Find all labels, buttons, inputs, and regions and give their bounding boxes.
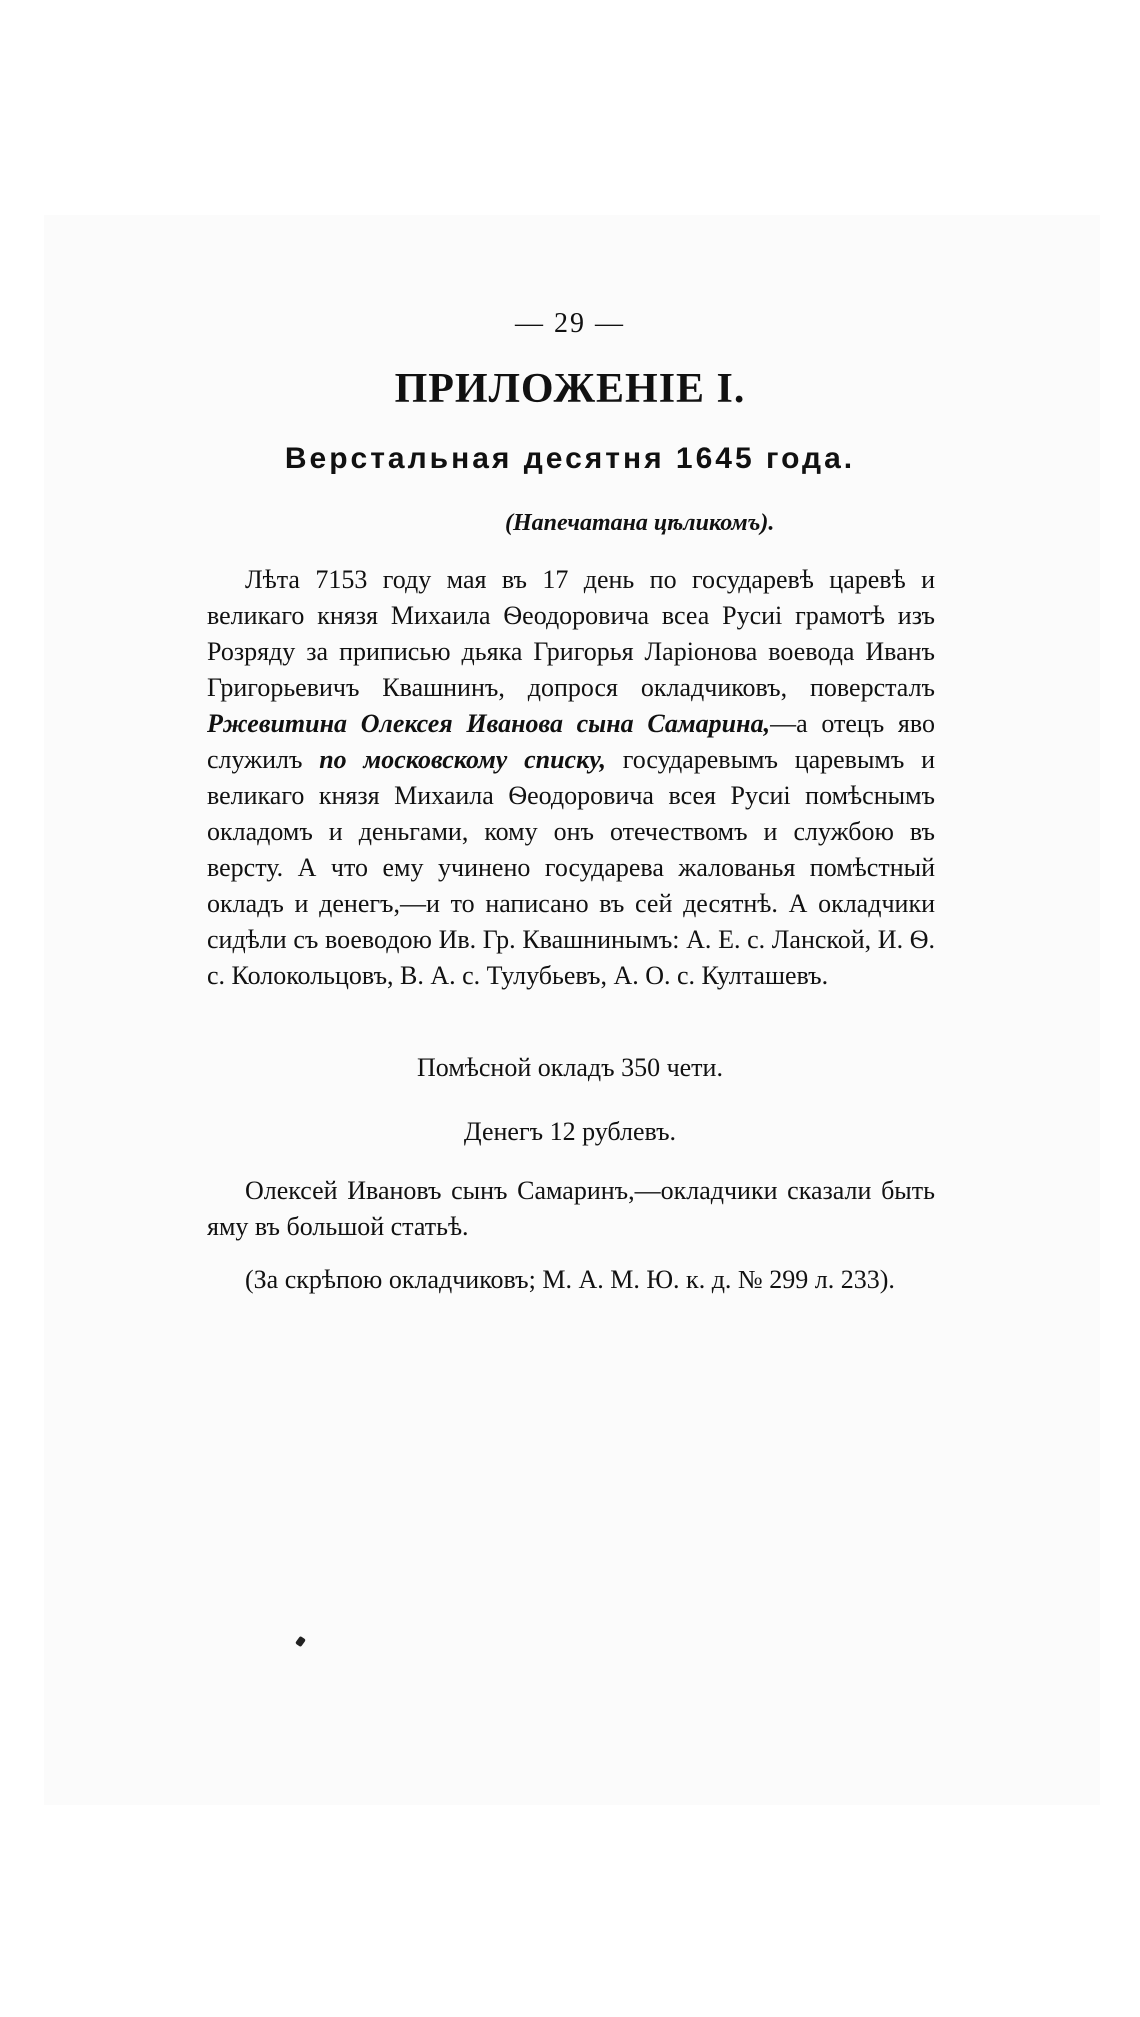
publication-note: (Напечатана цѣликомъ). <box>505 510 775 536</box>
estate-salary-line: Помѣсной окладъ 350 чети. <box>417 1053 723 1082</box>
appendix-title: ПРИЛОЖЕНІЕ I. <box>394 366 746 412</box>
main-paragraph-text <box>207 562 935 994</box>
source-text: (За скрѣпою окладчиковъ; М. А. М. Ю. к. д. № 299 л. 233). <box>245 1265 895 1294</box>
main-text-italic-list: по московскому списку, <box>319 745 607 774</box>
page-number: — 29 — <box>515 308 625 339</box>
main-paragraph <box>207 562 935 994</box>
main-text-italic-name: Ржевитина Олексея Иванова сына Самарина, <box>207 709 771 738</box>
main-text-part2: —а отецъ яво служилъ <box>207 709 935 774</box>
main-text-part1: Лѣта 7153 году мая въ 17 день по государевѣ царевѣ и великаго князя Михаила Ѳеодоровича всеа Русиі грамотѣ изъ Розряду за приписью дьяка Григорья Ларіонова воевода Иванъ Григорьевичъ Квашнинъ, допрося окладчиковъ, поверсталъ <box>207 565 935 702</box>
verdict-paragraph <box>207 1173 935 1245</box>
main-text-part3: государевымъ царевымъ и великаго князя Михаила Ѳеодоровича всея Русиі помѣснымъ окладомъ и деньгами, кому онъ отечествомъ и службою въ версту. А что ему учинено государева жалованья помѣстный окладъ и денегъ,—и то написано въ сей десятнѣ. А окладчики сидѣли съ воеводою Ив. Гр. Квашнинымъ: А. Е. с. Ланской, И. Ѳ. с. Колокольцовъ, В. А. с. Тулубьевъ, А. О. с. Култашевъ. <box>207 745 935 990</box>
document-title: Верстальная десятня 1645 года. <box>284 442 856 475</box>
money-salary-line: Денегъ 12 рублевъ. <box>463 1117 677 1146</box>
source-paragraph <box>207 1262 935 1298</box>
verdict-text: Олексей Ивановъ сынъ Самаринъ,—окладчики сказали быть яму въ большой статьѣ. <box>207 1176 935 1241</box>
